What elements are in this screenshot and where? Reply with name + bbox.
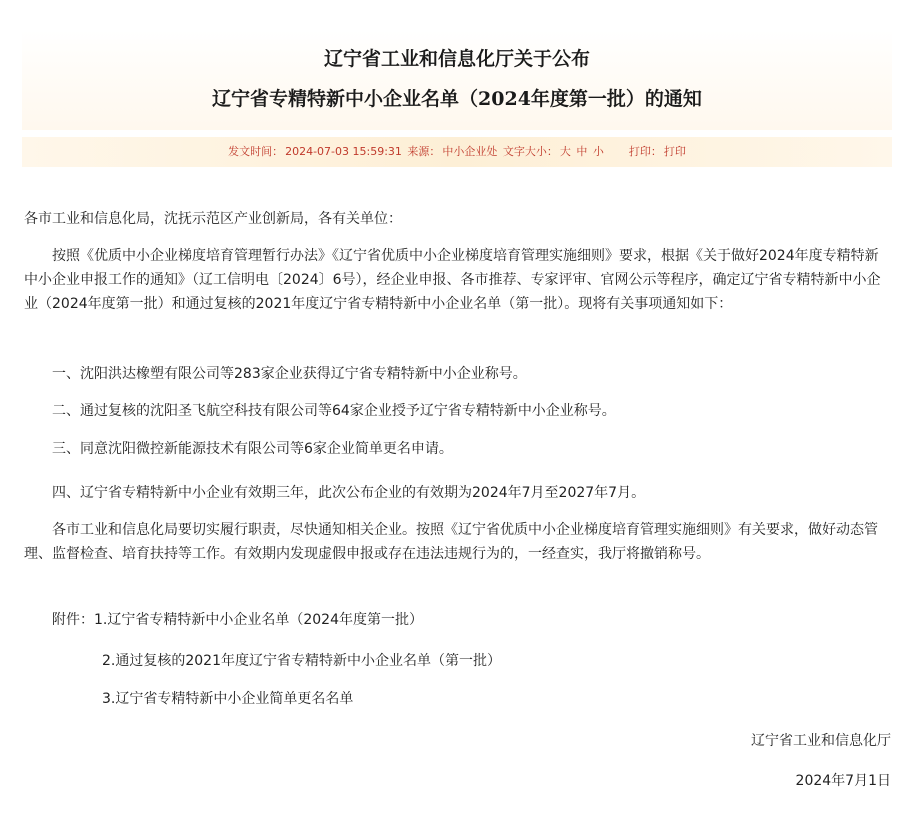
article-header <box>22 30 892 130</box>
intro-paragraph: 按照《优质中小企业梯度培育管理暂行办法》《辽宁省优质中小企业梯度培育管理实施细则》要求，根据《关于做好2024年度专精特新中小企业申报工作的通知》（辽工信明电〔2024〕6号），经企业申报、各市推荐、专家评审、官网公示等程序，确定辽宁省专精特新中小企业（2024年度第一批）和通过复核的2021年度辽宁省专精特新中小企业名单（第一批）。现将有关事项通知如下： <box>24 248 881 312</box>
notice-item-1: 一、沈阳洪达橡塑有限公司等283家企业获得辽宁省专精特新中小企业称号。 <box>52 366 527 382</box>
font-size-label: 文字大小： <box>502 145 558 158</box>
print-link[interactable]: 打印 <box>663 145 686 158</box>
attachment-row-1 <box>52 608 423 632</box>
attachment-label: 附件： <box>52 612 94 628</box>
print-label: 打印： <box>628 145 662 158</box>
notice-item-2: 二、通过复核的沈阳圣飞航空科技有限公司等64家企业授予辽宁省专精特新中小企业称号。 <box>52 403 616 419</box>
document-date: 2024年7月1日 <box>795 773 891 789</box>
attachment-link-1[interactable]: 1.辽宁省专精特新中小企业名单（2024年度第一批） <box>94 612 423 628</box>
font-size-large-button[interactable]: 大 <box>559 145 571 158</box>
notice-item-4: 四、辽宁省专精特新中小企业有效期三年，此次公布企业的有效期为2024年7月至2027年7月。 <box>52 485 646 501</box>
signature: 辽宁省工业和信息化厅 <box>751 733 891 749</box>
attachment-link-2[interactable]: 2.通过复核的2021年度辽宁省专精特新中小企业名单（第一批） <box>102 653 501 669</box>
attachment-link-3[interactable]: 3.辽宁省专精特新中小企业简单更名名单 <box>102 691 354 707</box>
closing-paragraph: 各市工业和信息化局要切实履行职责，尽快通知相关企业。按照《辽宁省优质中小企业梯度培育管理实施细则》有关要求，做好动态管理、监督检查、培育扶持等工作。有效期内发现虚假申报或存在违法违规行为的，一经查实，我厅将撤销称号。 <box>24 522 878 562</box>
source-label: 来源： <box>407 145 441 158</box>
notice-item-3: 三、同意沈阳微控新能源技术有限公司等6家企业简单更名申请。 <box>52 441 453 457</box>
article-meta-bar <box>22 137 892 167</box>
salutation: 各市工业和信息化局，沈抚示范区产业创新局，各有关单位： <box>24 211 402 227</box>
publish-time: 2024-07-03 15:59:31 <box>285 145 402 158</box>
source-value: 中小企业处 <box>442 145 498 158</box>
publish-time-label: 发文时间： <box>228 145 284 158</box>
article-title-line-2: 辽宁省专精特新中小企业名单（2024年度第一批）的通知 <box>212 88 702 110</box>
font-size-small-button[interactable]: 小 <box>592 145 604 158</box>
font-size-medium-button[interactable]: 中 <box>576 145 588 158</box>
article-title-line-1: 辽宁省工业和信息化厅关于公布 <box>323 48 590 70</box>
